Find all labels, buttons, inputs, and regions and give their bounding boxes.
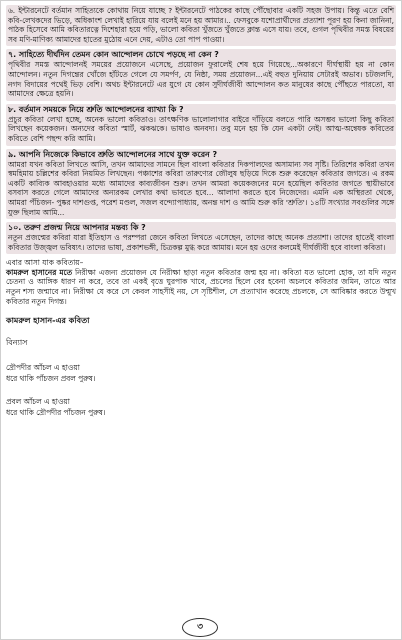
- poem-line: দ্রৌপদীর আঁচল এ হাওয়া: [6, 363, 80, 373]
- answer-6: ৬. ইন্টারনেটে বর্তমান সাহিত্যকে কোথায় নিয়ে যাচ্ছে ? ইন্টারনেটে পাঠকের কাছে পৌঁছোবার একটি সহজ উপায়। কিন্তু এতে বেশি কবি-লেখকদের ভিড়ে, অধিকাংশ লেখাই হারিয়ে যায় বলেই মনে হয় আমার।.. ফেসবুকে যশোপ্রার্থীদের প্রত্যাশা পূরণ হয় কিনা জানিনা, পাঠক হিসেবে আমি কবিতারত্নে দিশেহারা হয়ে পড়ি, ভালো কবিতা খুঁজতে খুঁজতে ক্লান্ত এসে যায়। তবে, গুগল পৃথিবীর সমস্ত বিষয়ের সব মণি-মাণিক্য আমাদের হাতের মুঠোয় এনে দেয়, এটাও তো পাপ পাওয়া।: [8, 6, 394, 44]
- intro-text: এবার আসা যাক কবিতায়–: [6, 258, 84, 268]
- qa-block-10: [6, 222, 396, 254]
- qa-block-9: [6, 149, 396, 220]
- opinion-label: কামরুল হাসানের মতে: [6, 267, 73, 277]
- opinion-text: নিরীক্ষা এজন্য প্রয়োজন যে নিরীক্ষা ছাড়া নতুন কবিতার জন্ম হয় না। কবিতা যত ভালো হোক, তা যদি নতুন চেতনা ও আঙ্গিক ধারণ না করে, তবে তা একই বৃত্তে ঘুরপাক খাবে, প্রচলের ছিলে বের হবেনা অচলবে কবিতার জমিন, তাতে আর নতুন শস্য জন্মাবে না। নিরীক্ষা যে করে সে কেবল সাহসীই নয়, সে সৃষ্টিশীল, সে প্রত্যাখান করেছে প্রচলকে, সে আবিষ্কার করতে উন্মুখ কবিতার নতুন দিগন্ত।: [6, 267, 397, 306]
- poem-gap: [6, 350, 396, 362]
- answer-9: আমরা যখন কবিতা লিখতে আসি, তখন আমাদের সামনে ছিল বাংলা কবিতার দিকপালদের অসামান্য সব সৃষ্টি। তিরিশের কবিরা তখন স্বমহিমায় চল্লিশের কবিরা নিয়মিত লিখছেন। পঞ্চাশের কবিরা তারুণ্যের জৌলুষ ছড়িয়ে দিকে শুরু করেছেন কবিতার জগতে। এ রকম একটি কাব্যিক আবহাওয়ার মধ্যে আমাদের কাব্যজীবন শুরু। তখন আমরা কয়েকজনের মনে হয়েছিল কবিতার জগতে স্থায়ীভাবে বসবাস করতে গেলে আমাদের অন্যরকম লেখার কথা ভাবতে হবে... আলাদা করতে হবে নিজেদের। এমনি এক অস্থিরতা থেকে, আমরা পঁচিজন- পুষ্কর দাশগুপ্ত, পরেশ মণ্ডল, সজল বন্দ্যোপাধ্যায়, অনন্ত দাশ ও আমি শুরু করি 'শ্রুতি'। ১৪টি সংখ্যার সবগুলির সঙ্গে যুক্ত ছিলাম আমি...: [8, 159, 394, 217]
- answer-10: নতুন প্রজন্মের কবিরা যারা ইতিহাস ও পরম্পরা জেনে কবিতা লিখতে এসেছেন, তাদের কাছে অনেক প্রত্যাশা। তাদের হাতেই বাংলা কবিতার উজ্জ্বল ভবিষ্যৎ। তাদের ভাষা, প্রকাশভঙ্গী, চিত্রকল্প মুগ্ধ করে আমায়। মনে হয় ওদের কলমেই দীর্ঘজীবী হবে বাংলা কবিতা।: [8, 233, 394, 252]
- page-number: ৩: [182, 618, 218, 637]
- question-8: ৮. বর্তমান সময়কে নিয়ে শ্রুতি আন্দোলনের ব্যাখ্যা কি ?: [8, 104, 184, 114]
- stanza-gap: [6, 384, 396, 396]
- question-10: ১০. তরুণ প্রজন্ম নিয়ে আপনার মন্তব্য কি ?: [8, 223, 146, 233]
- answer-7: পৃথিবীর সমস্ত আন্দোলনই সময়ের প্রয়োজনে এসেছে, প্রয়োজন ফুরালেই শেষ হয়ে গিয়েছে...অকারণে দীর্ঘস্থায়ী হয় না কোন আন্দোলন। নতুন দিগন্তের খোঁজে হাঁটতে গেলে যে সমর্পণ, যে নিষ্ঠা, সময় প্রয়োজন...এই বহুত দুনিয়ায় সেটারই অভাব। চটজলদি, নগদ বিদায়ের পথেই ভিড় বেশি। অথচ ইন্টারনেটে এর যুগে যে কোন সুদীর্ঘজীবী আন্দোলন কত মানুষের কাছে পৌঁছতে পারতো, যা আমাদের ক্ষেত্রে হয়নি।: [8, 60, 394, 99]
- poem-title: কামরুল হাসান-এর কবিতা: [6, 316, 90, 326]
- poem-line: ধরে থাকি পাঁচজন প্রবল পুরুষ।: [6, 374, 96, 384]
- poem-line: ধরে থাকি দ্রৌপদীর পাঁচজন পুরুষ।: [6, 408, 106, 418]
- question-9: ৯. আপনি নিজেকে কিভাবে শ্রুতি আন্দোলনের সাথে যুক্ত করেন ?: [8, 149, 218, 159]
- qa-block-6: [6, 5, 396, 46]
- poem-heading: বিন্যাস: [6, 338, 28, 348]
- opinion-section: [6, 258, 396, 306]
- qa-block-7: [6, 49, 396, 100]
- poem-line: প্রবল আঁচল এ হাওয়া: [6, 397, 70, 407]
- answer-8: প্রচুর কবিতা লেখা হচ্ছে, অনেক ভালো কবিতাও। তাৎক্ষণিক ভালোলাগার বাইরে দাঁড়িয়ে বলতে পারি অসম্ভব ভালো কিছু কবিতা লিখছেন কয়েকজন। অন্যদের কবিতা স্মার্ট, ঝকঝকে। ভাষাও অনবদ্য। তবু মনে হয় কি যেন একটা নেই। আত্ম-অন্বেষক কবিতের কবিতে বেশি পছন্দ করি আমি।: [8, 114, 394, 143]
- qa-block-8: [6, 104, 396, 146]
- opinion-paragraph: [6, 268, 396, 306]
- question-7: ৭. সাহিত্যে দীর্ঘদিন তেমন কোন আন্দোলন চোখে পড়ছে না কেন ?: [8, 50, 219, 60]
